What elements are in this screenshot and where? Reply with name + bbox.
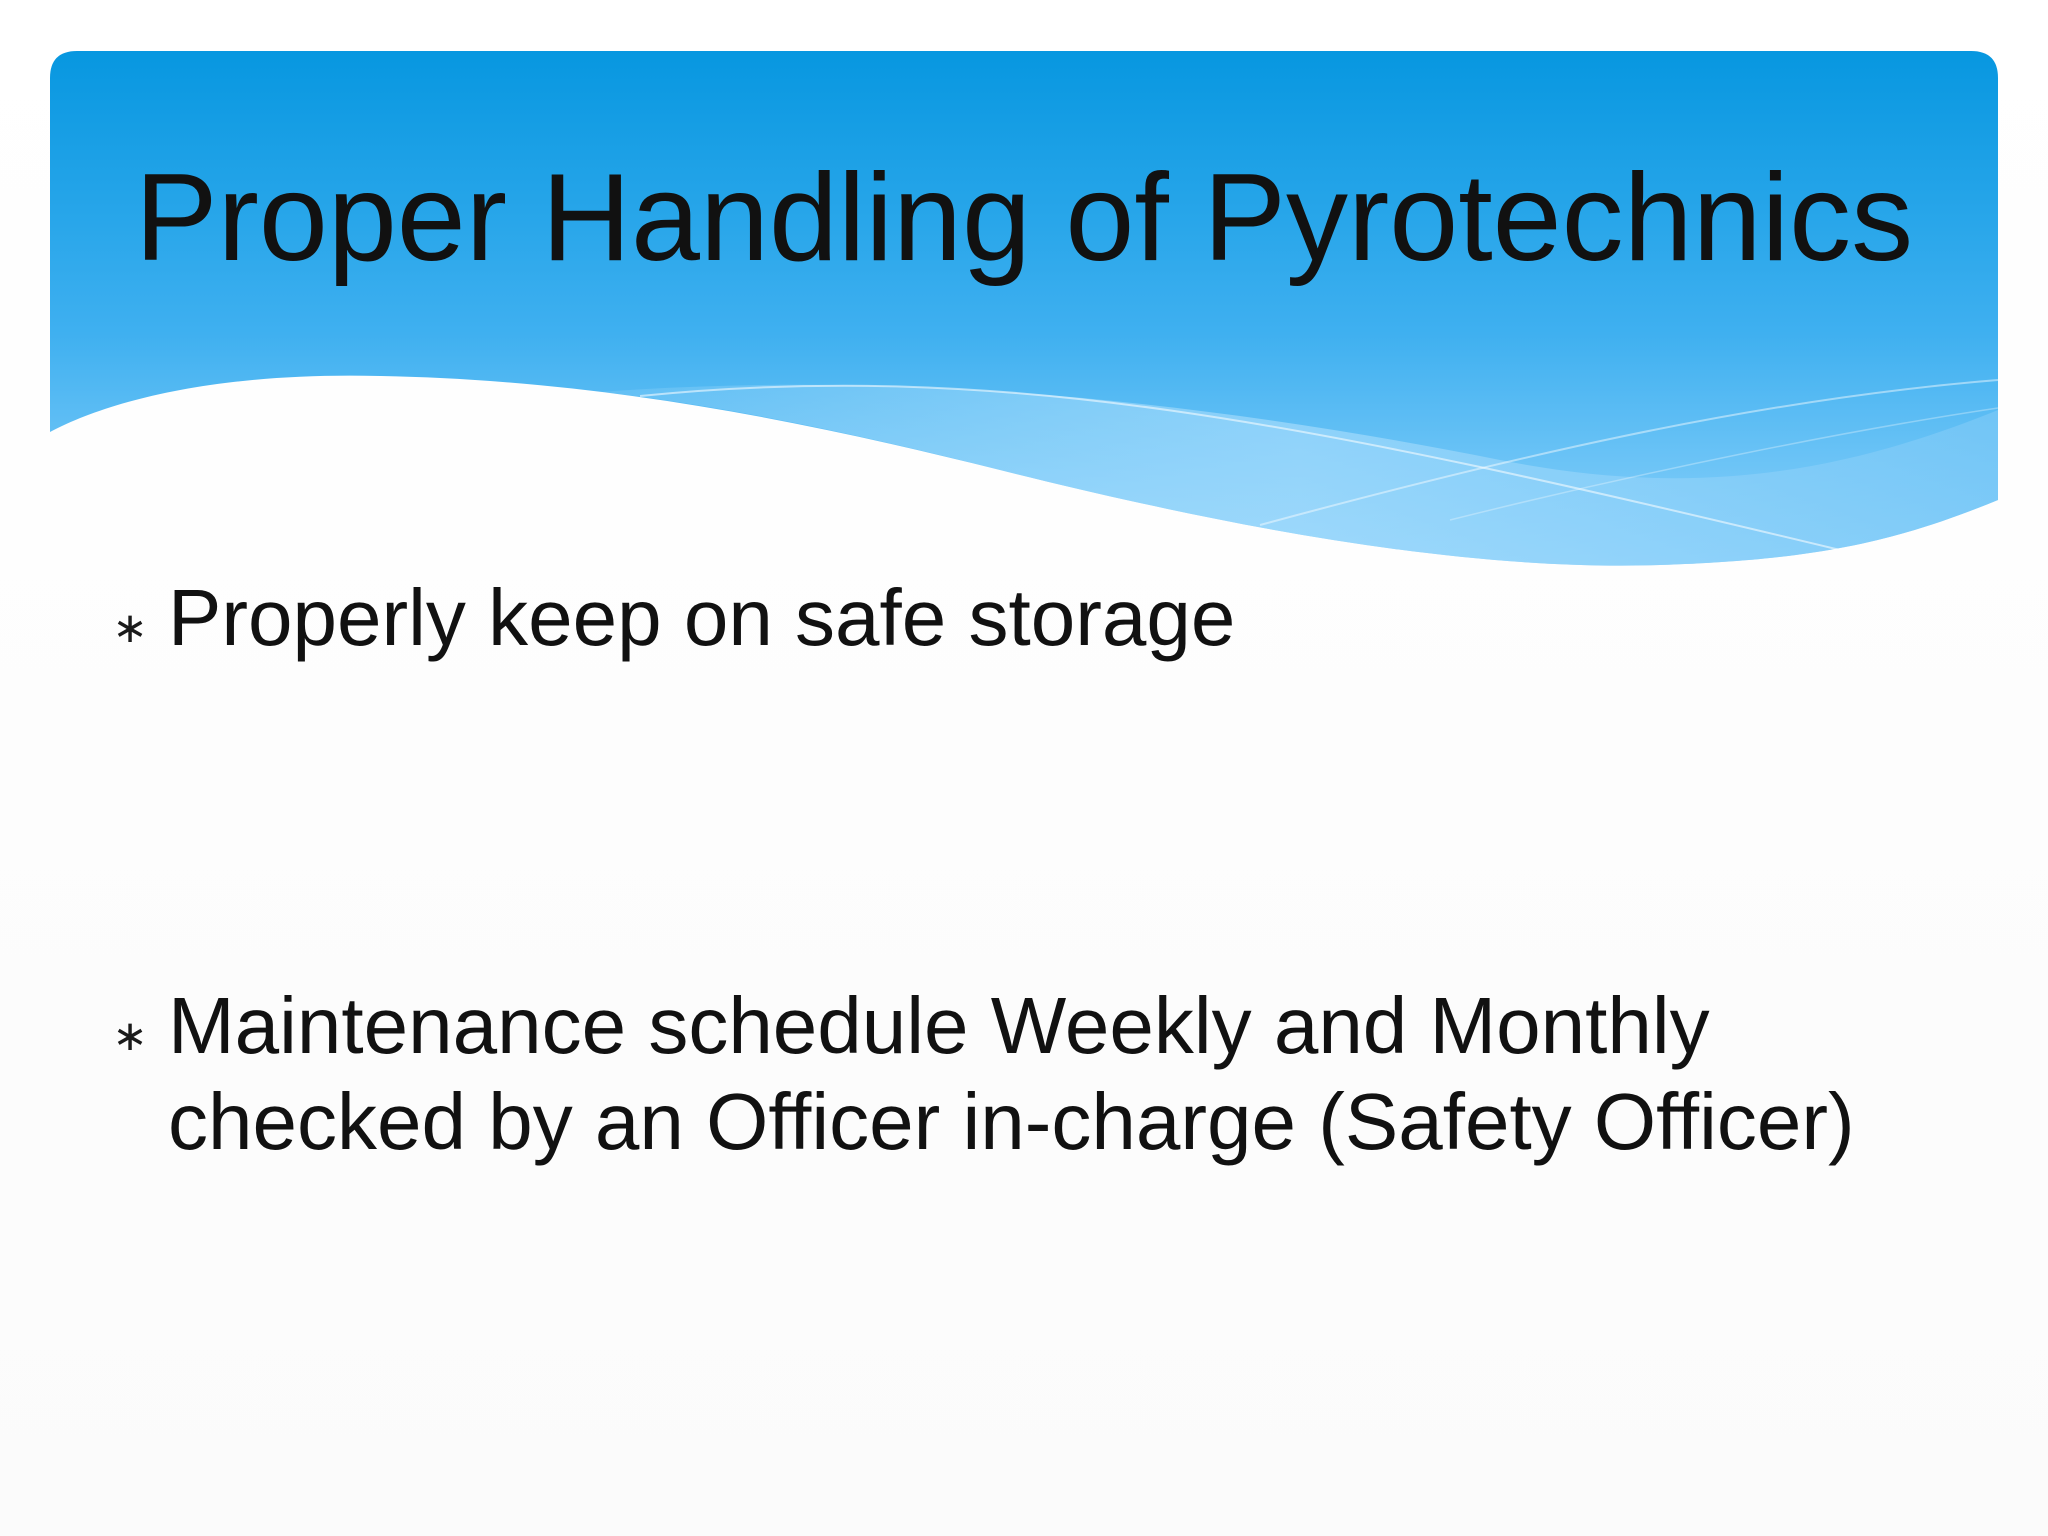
bullet-text: Properly keep on safe storage — [168, 573, 1236, 662]
bullet-list — [110, 570, 1960, 1170]
bullet-item — [110, 570, 1960, 666]
slide-title: Proper Handling of Pyrotechnics — [134, 149, 1914, 287]
header-wave-banner — [0, 0, 2048, 600]
bullet-text: Maintenance schedule Weekly and Monthly checked by an Officer in-charge (Safety Officer) — [168, 981, 1855, 1166]
asterisk-bullet-icon: ∗ — [112, 1011, 148, 1060]
bullet-item — [110, 978, 1960, 1170]
asterisk-bullet-icon: ∗ — [112, 603, 148, 652]
